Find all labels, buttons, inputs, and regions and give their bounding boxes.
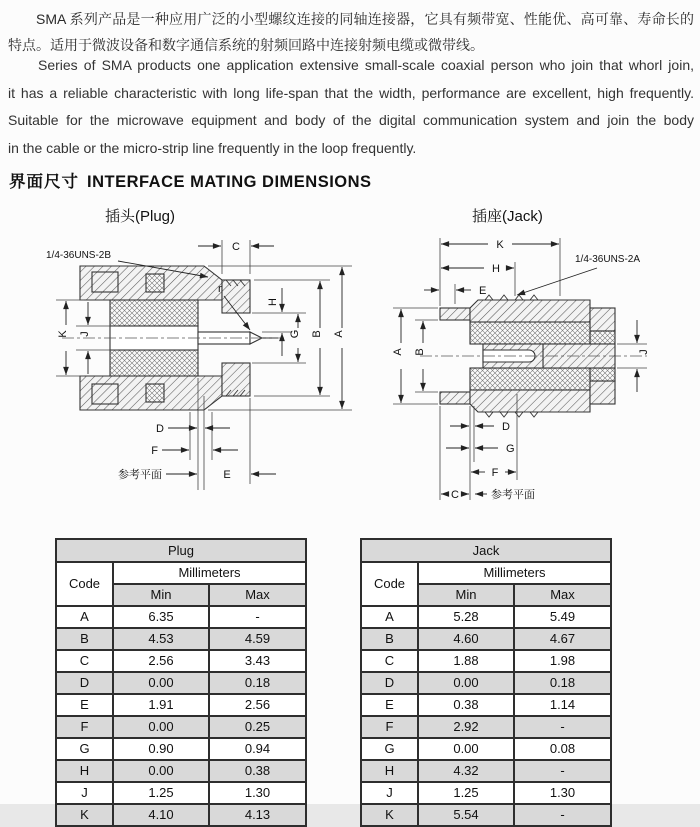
cell-code: A	[56, 606, 113, 628]
cell-max: 1.14	[514, 694, 611, 716]
cell-min: 4.10	[113, 804, 209, 826]
cell-max: 4.67	[514, 628, 611, 650]
cell-min: 2.56	[113, 650, 209, 672]
dim-label-E: E	[479, 285, 487, 297]
cell-code: B	[56, 628, 113, 650]
dim-label-A: A	[392, 348, 404, 356]
cell-code: B	[361, 628, 418, 650]
cell-max: -	[514, 760, 611, 782]
table-row	[361, 738, 611, 760]
rear-insulator-bottom	[590, 368, 615, 381]
hex-insert-top	[92, 272, 118, 292]
jack-drawing-title: 插座(Jack)	[472, 208, 543, 225]
thread-body-top	[470, 300, 590, 322]
jack-dimensions-table	[360, 538, 612, 827]
dim-label-J: J	[638, 349, 650, 355]
table-row	[56, 606, 306, 628]
cell-code: G	[56, 738, 113, 760]
plug-table-title: Plug	[56, 539, 306, 562]
table-row	[56, 782, 306, 804]
flange-lip-bottom	[440, 392, 470, 404]
dim-label-C: C	[232, 241, 240, 253]
cell-code: H	[361, 760, 418, 782]
cell-code: E	[361, 694, 418, 716]
cell-max: 1.30	[514, 782, 611, 804]
table-row	[56, 650, 306, 672]
cell-max: -	[514, 804, 611, 826]
cell-code: D	[56, 672, 113, 694]
cell-min: 0.00	[113, 760, 209, 782]
cell-code: H	[56, 760, 113, 782]
table-row	[361, 606, 611, 628]
dim-label-J: J	[79, 331, 91, 337]
cell-min: 0.00	[418, 672, 514, 694]
table-row	[361, 782, 611, 804]
flange-lip-top	[440, 308, 470, 320]
cell-min: 0.00	[113, 672, 209, 694]
cell-code: J	[361, 782, 418, 804]
dim-label-B: B	[311, 330, 323, 338]
max-header: Max	[209, 584, 306, 606]
dim-label-D: D	[502, 421, 510, 433]
section-heading	[9, 168, 372, 192]
cell-max: 3.43	[209, 650, 306, 672]
dim-label-F: F	[151, 445, 158, 457]
insulator-bottom	[470, 368, 590, 390]
cell-min: 1.88	[418, 650, 514, 672]
cell-code: C	[361, 650, 418, 672]
insulator-bottom	[110, 350, 198, 376]
cell-max: 2.56	[209, 694, 306, 716]
cell-min: 0.00	[418, 738, 514, 760]
unit-header: Millimeters	[113, 562, 306, 584]
gasket-top	[146, 274, 164, 292]
cell-max: 0.25	[209, 716, 306, 738]
table-row	[361, 804, 611, 826]
cell-code: A	[361, 606, 418, 628]
insulator-top	[110, 300, 198, 326]
cell-min: 0.00	[113, 716, 209, 738]
table-row	[56, 716, 306, 738]
min-header: Min	[113, 584, 209, 606]
cell-code: G	[361, 738, 418, 760]
rear-stub-bottom	[590, 381, 615, 404]
intro-paragraph-cn	[8, 6, 694, 58]
table-row	[361, 650, 611, 672]
cell-code: D	[361, 672, 418, 694]
table-row	[361, 716, 611, 738]
intro-cn-line: SMA 系列产品是一种应用广泛的小型螺纹连接的同轴连接器，它具有频带宽、性能优、高可靠、寿命长的	[36, 11, 694, 27]
dim-label-G: G	[289, 329, 301, 339]
max-header: Max	[514, 584, 611, 606]
jack-ref-plane-label: 参考平面	[491, 489, 535, 501]
cell-code: C	[56, 650, 113, 672]
jack-cross-section-drawing	[385, 228, 695, 520]
intro-en-line: in the cable or the micro-strip line frequently in the loop frequently.	[8, 139, 417, 156]
cell-max: 4.59	[209, 628, 306, 650]
table-row	[361, 672, 611, 694]
dim-label-H: H	[267, 298, 279, 306]
hex-insert-bottom	[92, 384, 118, 404]
cell-min: 5.28	[418, 606, 514, 628]
code-header: Code	[56, 562, 113, 606]
intro-cn-line: 特点。适用于微波设备和数字通信系统的射频回路中连接射频电缆或微带线。	[8, 37, 484, 53]
cell-min: 6.35	[113, 606, 209, 628]
section-heading-cn: 界面尺寸	[9, 173, 79, 191]
cell-min: 2.92	[418, 716, 514, 738]
table-row	[56, 738, 306, 760]
intro-paragraph-en	[8, 52, 694, 162]
dim-label-D: D	[156, 423, 164, 435]
front-cap-top	[222, 280, 250, 313]
cell-code: J	[56, 782, 113, 804]
rear-stub-top	[590, 308, 615, 331]
dim-label-K: K	[57, 330, 69, 338]
cell-max: 1.30	[209, 782, 306, 804]
cell-min: 4.60	[418, 628, 514, 650]
cell-code: F	[56, 716, 113, 738]
intro-en-line: Suitable for the microwave equipment and body of the digital communication system and join the body	[8, 112, 694, 128]
cell-max: -	[514, 716, 611, 738]
dim-label-F: F	[491, 467, 499, 479]
intro-en-line: it has a reliable characteristic with long life-span that the width, performance are excellent, high frequently.	[8, 84, 694, 101]
table-row	[361, 628, 611, 650]
section-heading-en: INTERFACE MATING DIMENSIONS	[87, 173, 372, 191]
cell-max: 0.08	[514, 738, 611, 760]
cell-code: F	[361, 716, 418, 738]
table-row	[361, 760, 611, 782]
table-row	[56, 694, 306, 716]
cell-max: 1.98	[514, 650, 611, 672]
jack-thread-label: 1/4-36UNS-2A	[575, 254, 641, 265]
dim-label-A: A	[333, 330, 345, 338]
plug-cross-section-drawing	[22, 228, 362, 520]
gasket-bottom	[146, 384, 164, 402]
thread-body-bottom	[470, 390, 590, 412]
dim-label-r: r	[218, 283, 222, 295]
cell-max: 0.38	[209, 760, 306, 782]
cell-code: E	[56, 694, 113, 716]
cell-max: 0.94	[209, 738, 306, 760]
dim-label-H: H	[492, 263, 500, 275]
min-header: Min	[418, 584, 514, 606]
code-header: Code	[361, 562, 418, 606]
cell-min: 1.25	[418, 782, 514, 804]
cell-min: 0.38	[418, 694, 514, 716]
table-row	[56, 760, 306, 782]
cell-min: 1.25	[113, 782, 209, 804]
dim-label-B: B	[414, 348, 426, 356]
cell-max: -	[209, 606, 306, 628]
table-row	[361, 694, 611, 716]
unit-header: Millimeters	[418, 562, 611, 584]
front-cap-bottom	[222, 363, 250, 396]
intro-en-line: Series of SMA products one application extensive small-scale coaxial person who join that whorl join,	[38, 57, 694, 73]
dim-label-C: C	[451, 489, 459, 501]
table-row	[56, 804, 306, 826]
cell-max: 4.13	[209, 804, 306, 826]
cell-min: 5.54	[418, 804, 514, 826]
cell-max: 5.49	[514, 606, 611, 628]
plug-ref-plane-label: 参考平面	[118, 469, 162, 481]
cell-code: K	[361, 804, 418, 826]
cell-min: 4.53	[113, 628, 209, 650]
cell-min: 4.32	[418, 760, 514, 782]
cell-max: 0.18	[209, 672, 306, 694]
table-row	[56, 672, 306, 694]
dim-label-G: G	[506, 443, 515, 455]
dim-label-K: K	[496, 239, 504, 251]
rear-insulator-top	[590, 331, 615, 344]
jack-table-title: Jack	[361, 539, 611, 562]
plug-thread-label: 1/4-36UNS-2B	[46, 250, 112, 261]
cell-min: 1.91	[113, 694, 209, 716]
table-row	[56, 628, 306, 650]
cell-max: 0.18	[514, 672, 611, 694]
plug-drawing-title: 插头(Plug)	[105, 208, 176, 225]
insulator-top	[470, 322, 590, 344]
dim-label-E: E	[223, 469, 231, 481]
cell-min: 0.90	[113, 738, 209, 760]
plug-dimensions-table	[55, 538, 307, 827]
cell-code: K	[56, 804, 113, 826]
